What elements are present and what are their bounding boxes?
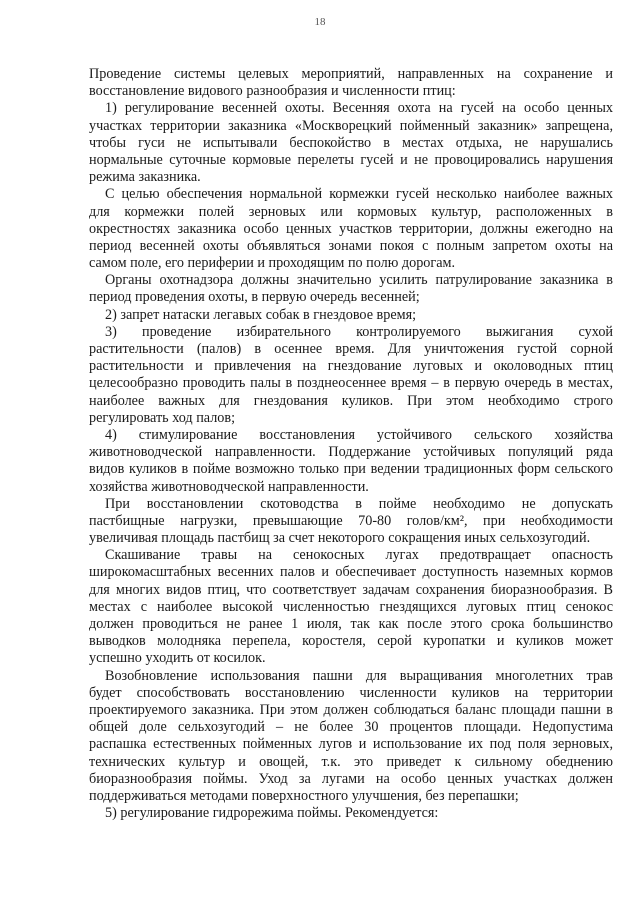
text-line: восстановление видового разнообразия и численности птиц: [89, 83, 456, 100]
text-line: биоразнообразия поймы. Уход за лугами на особо ценных участках должен [89, 770, 613, 787]
text-line: технических культур и овощей, т.к. это приведет к сильному обеднению [89, 753, 613, 770]
text-line: 1) регулирование весенней охоты. Весенняя охота на гусей на особо ценных [105, 100, 613, 117]
text-line: растительности (палов) в осеннее время. Для уничтожения густой сорной [89, 341, 613, 357]
paragraph [89, 66, 613, 100]
text-line: С целью обеспечения нормальной кормежки гусей несколько наиболее важных [105, 186, 613, 203]
text-line: При восстановлении скотоводства в пойме необходимо не допускать [105, 495, 613, 512]
text-line: 5) регулирование гидрорежима поймы. Рекомендуется: [105, 805, 439, 822]
text-line: должен проводиться не ранее 1 июля, так как после этого срока большинство [89, 616, 613, 632]
paragraph [89, 324, 613, 427]
text-line: Органы охотнадзора должны значительно усилить патрулирование заказника в [105, 272, 613, 289]
text-line: период проведения охоты, в первую очередь весенней; [89, 289, 420, 306]
text-line: видов куликов в пойме возможно только при ведении традиционных форм сельского [89, 461, 613, 478]
text-line: растительности и привлечения на гнездование луговых и околоводных птиц [89, 358, 613, 375]
paragraph [89, 100, 613, 186]
text-line: успешно уходить от косилок. [89, 650, 266, 667]
text-line: увеличивая площадь пастбищ за счет некоторого сокращения иных сельхозугодий. [89, 530, 591, 547]
text-line: режима заказника. [89, 169, 201, 186]
paragraph [89, 427, 613, 496]
text-line: для кормежки полей зерновых или кормовых культур, расположенных в [89, 203, 613, 220]
text-line: наиболее важных для гнездования куликов. При этом необходимо строго [89, 392, 613, 409]
text-line: выводков молодняка перепела, коростеля, серой куропатки и куликов может [89, 633, 613, 650]
text-line: Проведение системы целевых мероприятий, направленных на сохранение и [89, 66, 613, 82]
text-line: местах с наиболее высокой численностью гнездящихся луговых птиц сенокос [89, 598, 613, 615]
text-line: регулировать ход палов; [89, 409, 236, 426]
paragraph [89, 547, 613, 667]
text-line: поддерживаться методами поверхностного улучшения, без перепашки; [89, 787, 519, 804]
text-line: Скашивание травы на сенокосных лугах предотвращает опасность [105, 547, 613, 564]
text-line: распашка естественных пойменных лугов и использование их под поля зерновых, [89, 736, 613, 753]
paragraph [89, 805, 613, 822]
body-text [89, 66, 613, 822]
paragraph [89, 186, 613, 272]
text-line: участках территории заказника «Москворецкий пойменный заказник» запрещена, [89, 117, 613, 134]
paragraph [89, 496, 613, 548]
text-line: пастбищные нагрузки, превышающие 70-80 голов/км², при необходимости [89, 512, 613, 529]
text-line: будет способствовать восстановлению численности куликов на территории [89, 684, 613, 701]
text-line: широкомасштабных весенних палов и обеспечивает доступность наземных кормов [89, 564, 613, 581]
text-line: проектируемого заказника. При этом должен соблюдаться баланс площади пашни в [89, 701, 613, 718]
text-line: целесообразно проводить палы в позднеосеннее время – в первую очередь в местах, [89, 375, 613, 392]
text-line: окрестностях заказника особо ценных участков территории, должны ежегодно на [89, 220, 613, 237]
text-line: Возобновление использования пашни для выращивания многолетних трав [105, 667, 613, 684]
text-line: чтобы гуси не испытывали беспокойство в местах отдыха, не нарушались [89, 134, 613, 151]
text-line: 2) запрет натаски легавых собак в гнездовое время; [105, 306, 417, 323]
paragraph [89, 272, 613, 306]
text-line: для многих видов птиц, что соответствует задачам сохранения биоразнообразия. В [89, 581, 613, 598]
text-line: период весенней охоты объявляться зонами покоя с полным запретом охоты на [89, 237, 613, 254]
text-line: самом поле, его периферии и проходящим по полю дорогам. [89, 255, 456, 272]
text-line: 4) стимулирование восстановления устойчивого сельского хозяйства [105, 426, 613, 443]
text-line: нормальные суточные кормовые перелеты гусей и не провоцировались нарушения [89, 151, 613, 168]
paragraph [89, 668, 613, 806]
text-line: 3) проведение избирательного контролируемого выжигания сухой [105, 323, 613, 340]
paragraph [89, 307, 613, 324]
text-line: животноводческой направленности. Поддержание устойчивых популяций ряда [89, 444, 613, 461]
text-line: хозяйства животноводческой направленности. [89, 478, 369, 495]
page-number: 18 [314, 16, 326, 28]
text-line: общей доле сельхозугодий – не более 30 процентов площади. Недопустима [89, 719, 613, 736]
